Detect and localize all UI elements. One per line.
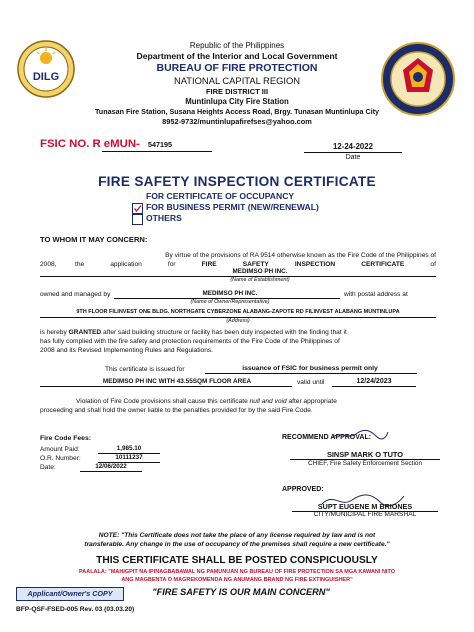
violation-italic: null and void: [249, 398, 287, 405]
paalala-line1: PAALALA: "MAHIGPIT NA IPINAGBABAWAL NG PAMUNUAN NG BUREAU OF FIRE PROTECTION SA MGA KAWANI NITO: [78, 569, 395, 575]
checkmark-icon: [133, 204, 142, 213]
note-line1: NOTE: "This Certificate does not take the place of any license required by law and is not: [98, 532, 376, 539]
issued-purpose: issuance of FSIC for business permit only: [242, 365, 378, 372]
violation-suffix: after appropriate: [286, 398, 337, 405]
recommend-name: SINSP MARK O TUTO: [326, 450, 404, 459]
violation-line2: proceeding and shall hold the owner liable to the penalties provided for by the said Fire Code.: [40, 407, 313, 414]
republic-line: Republic of the Philippines: [189, 41, 285, 50]
owner-caption: (Name of Owner/Representative): [190, 299, 270, 305]
detail-underline: [40, 386, 292, 387]
fsic-date-value: 12-24-2022: [333, 142, 373, 151]
dilg-seal-icon: [17, 40, 75, 98]
bureau-line: BUREAU OF FIRE PROTECTION: [156, 62, 318, 74]
issued-for-label: This certificate is issued for: [105, 366, 185, 373]
owner-name: MEDIMSO PH INC.: [202, 290, 258, 297]
establishment-caption: (Name of Establishment): [230, 277, 290, 283]
dilg-seal-text: DILG: [32, 71, 60, 83]
establishment-name: MEDIMSO PH INC.: [232, 268, 288, 275]
station-address: Tunasan Fire Station, Susana Heights Access Road, Brgy. Tunasan Muntinlupa City: [94, 107, 380, 116]
note-line2: transferable. Any change in the use of occupancy of the premises shall require a new certificate.": [84, 541, 390, 548]
approved-label: APPROVED:: [282, 486, 324, 493]
fsic-number-value: 547195: [148, 140, 172, 149]
fee-label-date: Date:: [40, 464, 56, 471]
fee-value-date: 12/06/2022: [95, 463, 127, 470]
fsic-date-label: Date: [345, 154, 361, 161]
bfp-seal-icon: [381, 42, 455, 116]
address-caption: (Address): [226, 318, 250, 324]
option-others-label: OTHERS: [146, 213, 182, 223]
slogan: "FIRE SAFETY IS OUR MAIN CONCERN": [152, 587, 330, 597]
fsic-underline: [102, 151, 212, 152]
paragraph-virtue-line1: By virtue of the provisions of RA 9514 otherwise known as the Fire Code of the Philippines of: [165, 252, 436, 259]
option-business-permit-label: FOR BUSINESS PERMIT (NEW/RENEWAL): [146, 202, 319, 212]
station-contact: 8952-9732/muntinlupafirefses@yahoo.com: [162, 117, 312, 126]
granted-line1: [40, 328, 347, 337]
fee-value-amount: 1,985.10: [116, 445, 142, 452]
form-code: BFP-QSF-FSED-005 Rev. 03 (03.03.20): [16, 606, 135, 613]
fee-label-or: O.R. Number:: [40, 455, 81, 462]
valid-until-value: 12/24/2023: [356, 378, 392, 385]
word: CERTIFICATE: [361, 261, 405, 268]
word: of: [430, 261, 436, 268]
recommend-title: CHIEF, Fire Safety Enforcement Section: [307, 460, 422, 467]
word: INSPECTION: [294, 261, 336, 268]
checkbox-others[interactable]: [132, 214, 143, 225]
paalala-line2: ANG MAGBENTA O MAGREKOMENDA NG ANUMANG BRAND NG FIRE EXTINGUISHER": [121, 577, 353, 583]
valid-until-underline: [332, 386, 416, 387]
checkbox-business-permit[interactable]: [132, 203, 143, 214]
postal-address: 9TH FLOOR FILINVEST ONE BLDG. NORTHGATE CYBERZONE ALABANG-ZAPOTE RD FILINVEST ALABANG MUNTINLUPA: [76, 309, 400, 315]
fsic-number-label: [40, 138, 140, 150]
applicant-copy-label: Applicant/Owner's COPY: [16, 587, 124, 601]
word: the: [75, 261, 85, 268]
approved-name: SUPT EUGENE M BRIONES: [317, 502, 413, 511]
fsic-date-underline: [304, 152, 402, 153]
purpose-underline: [205, 373, 417, 374]
violation-prefix: Violation of Fire Code provisions shall cause this certificate: [76, 398, 250, 405]
region-line: NATIONAL CAPITAL REGION: [173, 75, 301, 86]
word: application: [110, 261, 142, 268]
granted-line2: has fully complied with the fire safety and protection requirements of the Fire Code of the Philippines of: [40, 338, 340, 345]
violation-line1: [76, 397, 337, 406]
fsic-label-prefix: FSIC NO. R: [40, 138, 101, 150]
district-line: FIRE DISTRICT III: [205, 87, 269, 96]
fee-label-amount: Amount Paid:: [40, 446, 80, 453]
fee-value-or: 10111237: [115, 454, 143, 461]
granted-word: GRANTED: [68, 329, 102, 336]
option-occupancy-label: FOR CERTIFICATE OF OCCUPANCY: [146, 191, 295, 201]
postal-label: with postal address at: [344, 291, 408, 298]
fee-underline-date: [80, 471, 142, 472]
granted-line3: 2008 and its Revised Implementing Rules and Regulations.: [40, 347, 214, 354]
paragraph-virtue-year: 2008,: [40, 261, 57, 268]
recommend-label: RECOMMEND APPROVAL:: [282, 434, 372, 441]
recommend-signature-icon: [330, 428, 390, 442]
valid-until-label: valid until: [297, 379, 325, 386]
approved-title: CITY/MUNICIPAL FIRE MARSHAL: [313, 511, 417, 518]
purpose-detail: MEDIMSO PH INC WITH 43.55SQM FLOOR AREA: [102, 378, 252, 385]
granted-suffix: after said building structure or facility has been duly inspected with the finding that it: [101, 329, 347, 336]
posted-notice: THIS CERTIFICATE SHALL BE POSTED CONSPICUOUSLY: [96, 555, 378, 566]
fsic-label-suffix: eMUN-: [103, 138, 140, 150]
word: SAFETY: [242, 261, 269, 268]
certificate-title: FIRE SAFETY INSPECTION CERTIFICATE: [98, 174, 376, 189]
owned-by-label: owned and managed by: [40, 291, 111, 298]
word: FIRE: [201, 261, 217, 268]
station-line: Muntinlupa City Fire Station: [185, 97, 289, 106]
fees-heading: Fire Code Fees:: [40, 435, 91, 442]
salutation: TO WHOM IT MAY CONCERN:: [40, 235, 148, 244]
granted-prefix: is hereby: [40, 329, 69, 336]
word: for: [167, 261, 176, 268]
department-line: Department of the Interior and Local Government: [136, 51, 338, 61]
